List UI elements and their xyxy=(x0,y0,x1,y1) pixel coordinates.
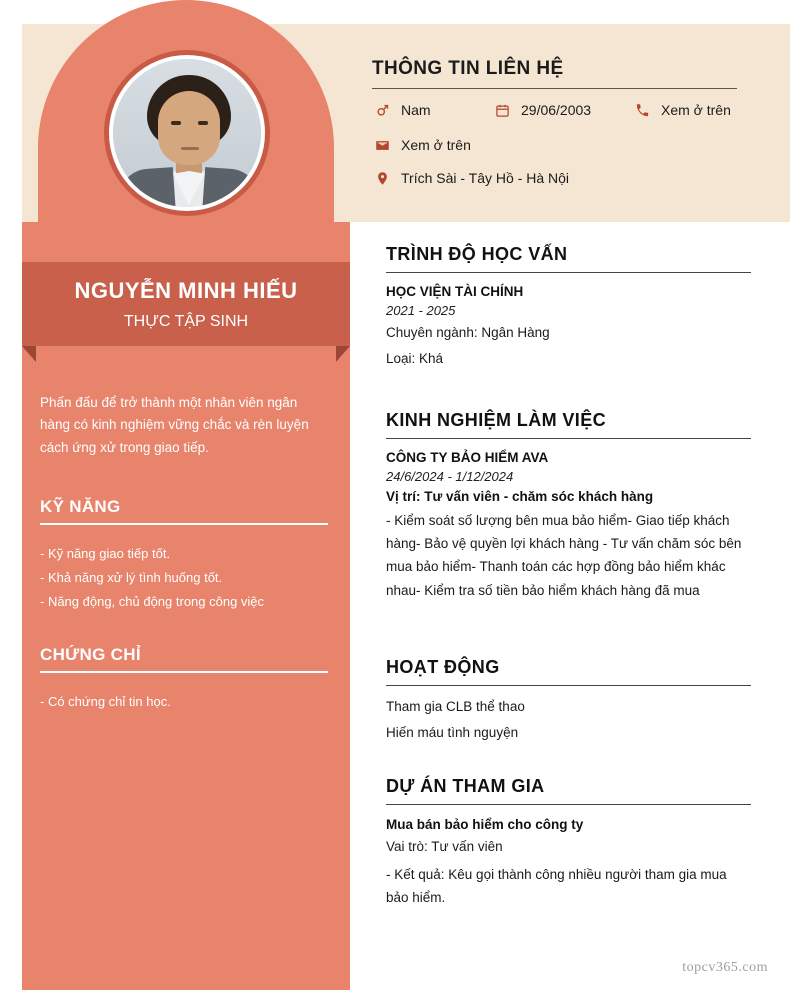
education-title: TRÌNH ĐỘ HỌC VẤN xyxy=(386,244,751,273)
experience-date: 24/6/2024 - 1/12/2024 xyxy=(386,469,514,484)
project-result: - Kết quả: Kêu gọi thành công nhiều người tham gia mua bảo hiểm. xyxy=(386,866,727,906)
skills-list xyxy=(40,542,330,614)
contact-phone xyxy=(632,100,731,120)
name-banner xyxy=(22,262,350,346)
activities-section xyxy=(386,657,751,744)
education-major: Chuyên ngành: Ngân Hàng xyxy=(386,325,550,340)
watermark: topcv365.com xyxy=(682,960,768,975)
contact-title: THÔNG TIN LIÊN HỆ xyxy=(372,58,737,89)
mail-icon xyxy=(372,135,392,155)
certificates-list xyxy=(40,690,330,714)
experience-position: Vị trí: Tư vấn viên - chăm sóc khách hàng xyxy=(386,489,654,504)
projects-title: DỰ ÁN THAM GIA xyxy=(386,776,751,805)
list-item: - Có chứng chỉ tin học. xyxy=(40,694,171,709)
candidate-role: THỰC TẬP SINH xyxy=(123,313,249,330)
gender-icon xyxy=(372,100,392,120)
candidate-name: NGUYỄN MINH HIẾU xyxy=(74,278,298,303)
phone-icon xyxy=(632,100,652,120)
contact-birthday-value: 29/06/2003 xyxy=(521,102,592,118)
list-item: - Khả năng xử lý tình huống tốt. xyxy=(40,570,223,586)
avatar-image xyxy=(113,59,261,207)
career-objective: Phấn đấu để trở thành một nhân viên ngân hàng có kinh nghiệm vững chắc và rèn luyện cách ứng xử trong giao tiếp. xyxy=(40,395,309,455)
location-icon xyxy=(372,168,392,188)
project-name: Mua bán bảo hiểm cho công ty xyxy=(386,817,584,832)
project-role: Vai trò: Tư vấn viên xyxy=(386,839,503,854)
experience-description: - Kiểm soát số lượng bên mua bảo hiểm- Giao tiếp khách hàng- Bảo vệ quyền lợi khách hàng - Tư vấn chăm sóc bên mua bảo hiểm- Thanh toán các hợp đồng bảo hiểm khác nhau- Kiểm tra số tiền bảo hiểm khách hàng đã mua xyxy=(386,513,742,598)
contact-birthday xyxy=(492,100,591,120)
contact-gender xyxy=(372,100,431,120)
experience-section xyxy=(386,410,751,602)
experience-title: KINH NGHIỆM LÀM VIỆC xyxy=(386,410,751,439)
list-item: Hiến máu tình nguyện xyxy=(386,724,519,740)
experience-company: CÔNG TY BẢO HIỂM AVA xyxy=(386,450,549,465)
activities-title: HOẠT ĐỘNG xyxy=(386,657,751,686)
education-date: 2021 - 2025 xyxy=(386,303,456,318)
list-item: Tham gia CLB thể thao xyxy=(386,699,525,714)
contact-phone-value: Xem ở trên xyxy=(661,102,731,118)
certificates-title: CHỨNG CHỈ xyxy=(40,645,328,673)
education-grade: Loại: Khá xyxy=(386,350,444,366)
contact-address xyxy=(372,168,569,188)
avatar xyxy=(104,50,270,216)
education-section xyxy=(386,244,751,370)
contact-email xyxy=(372,135,471,155)
skills-title: KỸ NĂNG xyxy=(40,497,328,525)
list-item: - Năng động, chủ động trong công việc xyxy=(40,594,265,610)
list-item: - Kỹ năng giao tiếp tốt. xyxy=(40,546,171,561)
contact-email-value: Xem ở trên xyxy=(401,137,471,153)
projects-section xyxy=(386,776,751,909)
education-school: HỌC VIỆN TÀI CHÍNH xyxy=(386,284,524,299)
calendar-icon xyxy=(492,100,512,120)
contact-gender-value: Nam xyxy=(401,102,431,118)
contact-address-value: Trích Sài - Tây Hồ - Hà Nội xyxy=(401,170,570,186)
